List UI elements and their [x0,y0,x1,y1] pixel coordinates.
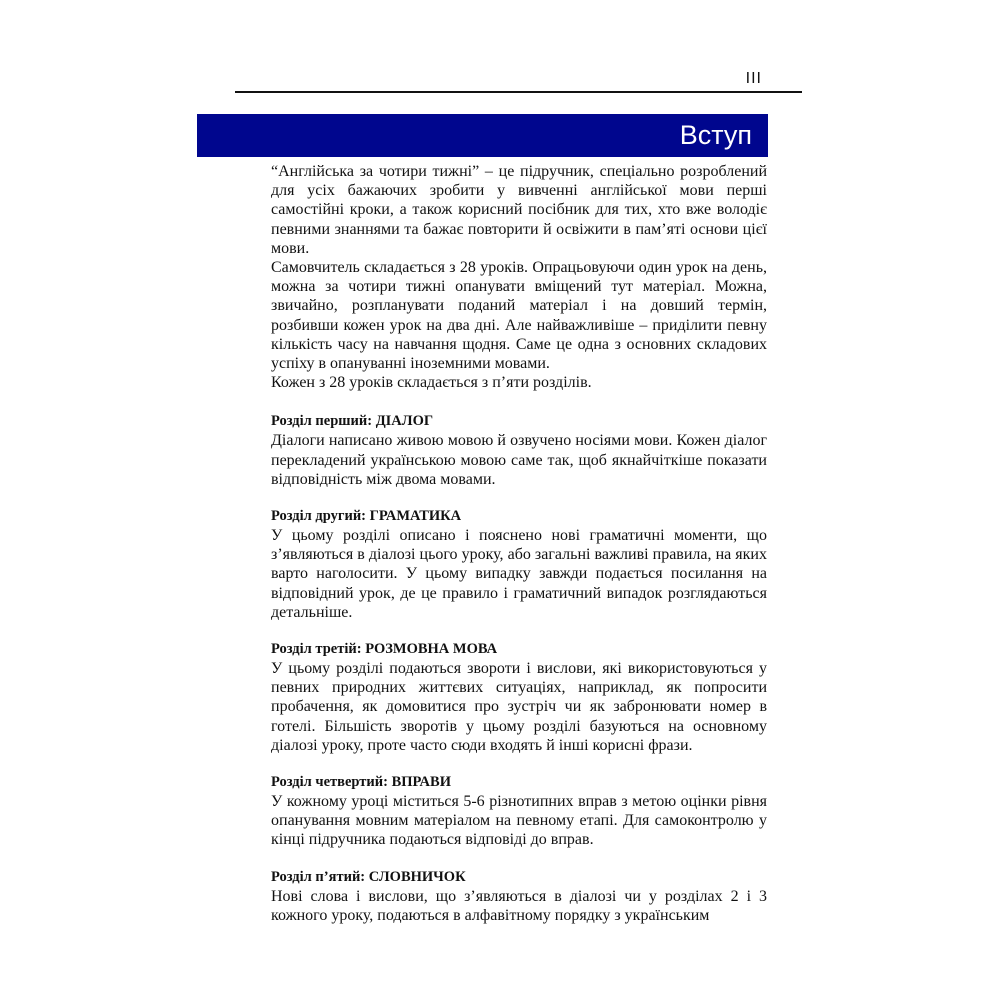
section-heading: Розділ другий: ГРАМАТИКА [271,508,462,525]
section-heading: Розділ п’ятий: СЛОВНИЧОК [271,868,466,885]
intro-paragraph: Кожен з 28 уроків складається з п’яти розділів. [271,374,592,392]
section-text: У цьому розділі подаються звороти і вислови, які використовуються у певних природних життєвих ситуаціях, наприклад, як попросити пробачення, як домовитися про зустріч чи як забронювати номер в готелі. Більшість зворотів у цьому розділі базуються на основному діалозі уроку, проте часто сюди входять й інші корисні фрази. [271,660,767,754]
chapter-title: Вступ [679,120,752,150]
page-body [271,162,767,925]
title-band [197,114,768,157]
page-number: III [745,70,762,87]
section-text: Нові слова і вислови, що з’являються в діалозі чи у розділах 2 і 3 кожного уроку, подаються в алфавітному порядку з українським [271,887,767,924]
section-heading: Розділ перший: ДІАЛОГ [271,413,434,430]
intro-paragraph: Самовчитель складається з 28 уроків. Опрацьовуючи один урок на день, можна за чотири тижні опанувати вміщений тут матеріал. Можна, звичайно, розпланувати поданий матеріал і на довший термін, розбивши кожен урок на два дні. Але найважливіше – приділити певну кількість часу на навчання щодня. Саме це одна з основних складових успіху в опануванні іноземними мовами. [271,259,767,373]
header-rule [235,91,802,93]
section-heading: Розділ третій: РОЗМОВНА МОВА [271,641,498,658]
section-text: У кожному уроці міститься 5-6 різнотипних вправ з метою оцінки рівня опанування мовним матеріалом на певному етапі. Для самоконтролю у кінці підручника подаються відповіді до вправ. [271,793,767,849]
section-heading: Розділ четвертий: ВПРАВИ [271,774,451,791]
section-text: Діалоги написано живою мовою й озвучено носіями мови. Кожен діалог перекладений українською мовою саме так, щоб якнайчіткіше показати відповідність між двома мовами. [271,432,767,488]
intro-paragraph: “Англійська за чотири тижні” – це підручник, спеціально розроблений для усіх бажаючих зробити у вивченні англійської мови перші самостійні кроки, а також корисний посібник для тих, хто вже володіє певними знаннями та бажає повторити й освіжити в пам’яті основи цієї мови. [271,163,767,257]
section-text: У цьому розділі описано і пояснено нові граматичні моменти, що з’являються в діалозі цього уроку, або загальні важливі правила, на яких варто наголосити. У цьому випадку завжди подається посилання на відповідний урок, де це правило і граматичний випадок розглядаються детальніше. [271,527,767,621]
